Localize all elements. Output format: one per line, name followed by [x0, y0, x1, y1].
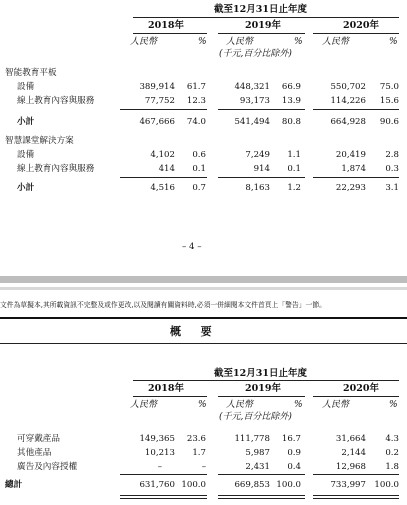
cell: 93,173	[239, 96, 270, 106]
cell: 467,666	[139, 117, 175, 127]
cell: 16.7	[281, 434, 301, 444]
row-label: 設備	[17, 82, 35, 92]
cell: 3.1	[385, 183, 399, 193]
page-number: – 4 –	[182, 242, 202, 252]
cell: 669,853	[234, 480, 270, 490]
cell: 541,494	[234, 117, 270, 127]
row-label: 線上教育內容與服務	[17, 164, 95, 174]
col-rmb-2018: 人民幣	[130, 37, 158, 47]
cell: –	[201, 462, 206, 472]
cell: 2,431	[245, 462, 270, 472]
cell: 66.9	[281, 82, 301, 92]
cell: 1.7	[192, 448, 206, 458]
cell: 0.1	[192, 164, 206, 174]
cell: 149,365	[139, 434, 175, 444]
cell: 1,874	[341, 164, 366, 174]
cell: 100.0	[374, 480, 399, 490]
cell: 74.0	[186, 117, 206, 127]
cell: 61.7	[186, 82, 206, 92]
cell: 4.3	[385, 434, 399, 444]
cell: 5,987	[245, 448, 270, 458]
cell: 0.3	[385, 164, 399, 174]
cell: 31,664	[335, 434, 366, 444]
cell: 13.9	[281, 96, 301, 106]
cell: 4,102	[150, 150, 175, 160]
col-rmb-2019: 人民幣	[226, 37, 254, 47]
page-separator	[0, 287, 407, 290]
cell: 1.8	[385, 462, 399, 472]
year-2019: 2019年	[245, 20, 281, 31]
col-pct-2018: %	[198, 400, 207, 410]
cell: 1.2	[287, 183, 301, 193]
cell: 77,752	[144, 96, 175, 106]
period-heading: 截至12月31日止年度	[214, 4, 307, 15]
cell: 111,778	[234, 434, 270, 444]
cell: 0.7	[192, 183, 206, 193]
cell: 12,968	[335, 462, 366, 472]
cell: 389,914	[139, 82, 175, 92]
cell: 23.6	[186, 434, 206, 444]
col-pct-2019: %	[294, 37, 303, 47]
cell: 8,163	[245, 183, 270, 193]
total-label: 總計	[5, 480, 23, 490]
cell: 7,249	[245, 150, 270, 160]
col-rmb-2020: 人民幣	[322, 400, 350, 410]
cell: 664,928	[330, 117, 366, 127]
cell: 0.2	[385, 448, 399, 458]
row-label: 可穿戴產品	[17, 434, 60, 444]
cell: 12.3	[186, 96, 206, 106]
unit-note: (千元,百分比除外)	[219, 49, 292, 59]
cell: 1.1	[287, 150, 301, 160]
cell: 550,702	[330, 82, 366, 92]
col-pct-2019: %	[294, 400, 303, 410]
cell: 0.9	[287, 448, 301, 458]
cell: 100.0	[276, 480, 301, 490]
period-heading: 截至12月31日止年度	[214, 368, 307, 379]
draft-warning: 文件為草擬本,其所載資訊不完整及或作更改,以及閱讀有關資料時,必須一併細閱本文件首頁上「警告」一節。	[0, 301, 326, 309]
cell: 2,144	[341, 448, 366, 458]
col-rmb-2019: 人民幣	[226, 400, 254, 410]
group-title: 智慧課堂解決方案	[5, 136, 74, 146]
cell: 20,419	[335, 150, 366, 160]
col-pct-2018: %	[198, 37, 207, 47]
page-separator	[0, 276, 407, 283]
row-label: 其他產品	[17, 448, 52, 458]
cell: 631,760	[139, 480, 175, 490]
unit-note: (千元,百分比除外)	[219, 412, 292, 422]
year-2018: 2018年	[148, 20, 184, 31]
cell: 22,293	[335, 183, 366, 193]
cell: 2.8	[385, 150, 399, 160]
cell: 100.0	[181, 480, 206, 490]
row-label: 線上教育內容與服務	[17, 96, 95, 106]
subtotal-label: 小計	[17, 183, 35, 193]
cell: 90.6	[379, 117, 399, 127]
col-rmb-2018: 人民幣	[130, 400, 158, 410]
col-pct-2020: %	[389, 400, 398, 410]
cell: 10,213	[144, 448, 175, 458]
year-2020: 2020年	[343, 383, 379, 394]
cell: 0.6	[192, 150, 206, 160]
col-pct-2020: %	[389, 37, 398, 47]
cell: 0.4	[287, 462, 301, 472]
cell: 114,226	[330, 96, 366, 106]
cell: –	[157, 462, 162, 472]
col-rmb-2020: 人民幣	[322, 37, 350, 47]
cell: 414	[158, 164, 175, 174]
cell: 4,516	[150, 183, 175, 193]
year-2018: 2018年	[148, 383, 184, 394]
cell: 733,997	[330, 480, 366, 490]
row-label: 廣告及內容授權	[17, 462, 78, 472]
cell: 75.0	[379, 82, 399, 92]
cell: 0.1	[287, 164, 301, 174]
cell: 15.6	[379, 96, 399, 106]
year-2019: 2019年	[245, 383, 281, 394]
cell: 80.8	[281, 117, 301, 127]
row-label: 設備	[17, 150, 35, 160]
group-title: 智能教育平板	[5, 68, 57, 78]
section-title: 概 要	[170, 325, 216, 338]
subtotal-label: 小計	[17, 117, 35, 127]
cell: 914	[253, 164, 270, 174]
cell: 448,321	[234, 82, 270, 92]
year-2020: 2020年	[343, 20, 379, 31]
